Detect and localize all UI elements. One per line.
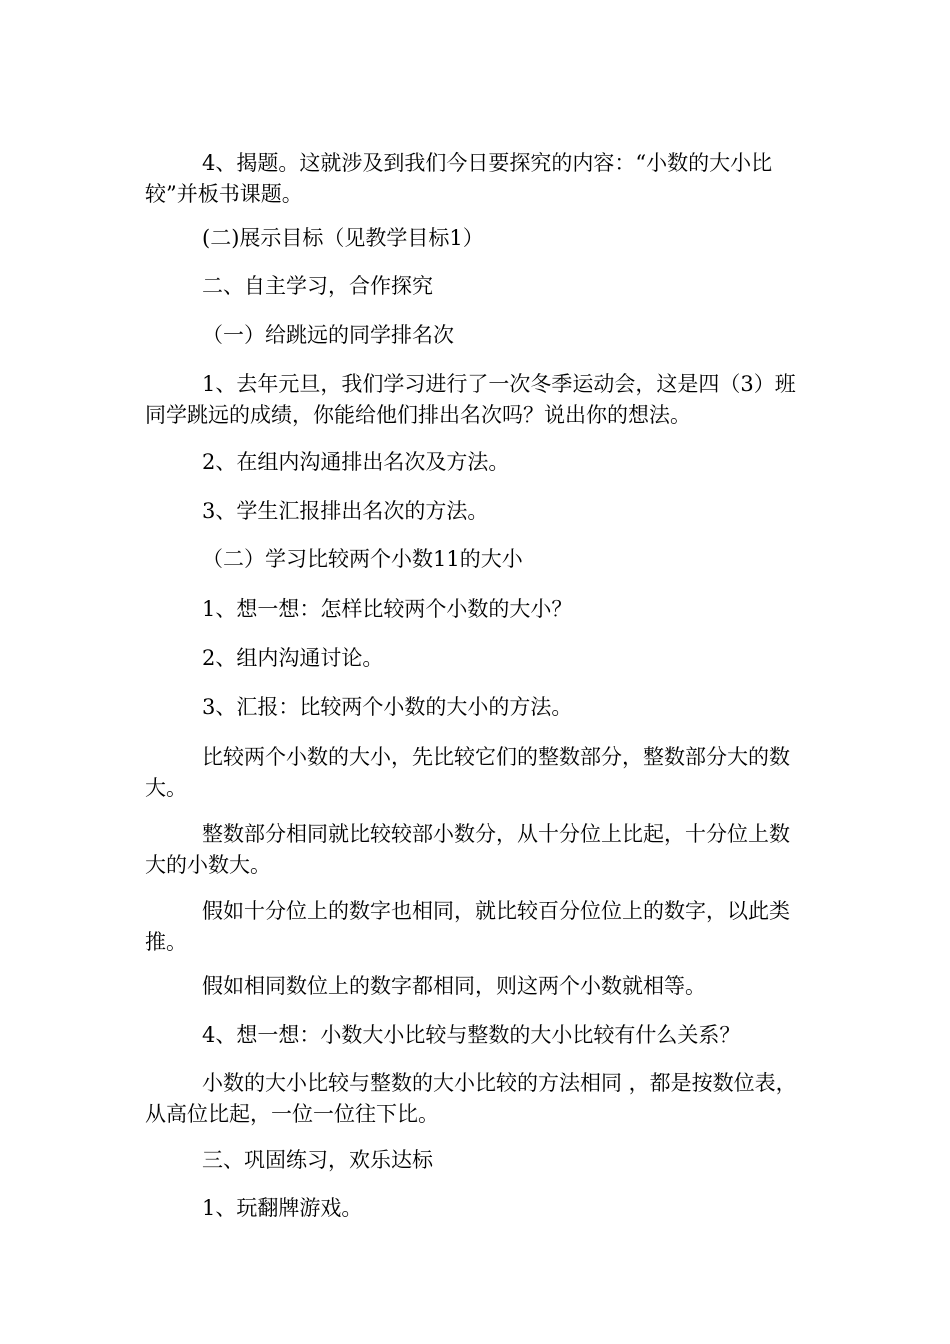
subheading-compare-decimals: （二）学习比较两个小数11的大小 — [202, 547, 523, 571]
heading-practice: 三、巩固练习，欢乐达标 — [202, 1148, 433, 1172]
heading-self-study: 二、自主学习，合作探究 — [202, 274, 433, 298]
paragraph-rule-tenths: 整数部分相同就比较较部小数分，从十分位上比起，十分位上数大的小数大。 — [145, 822, 790, 877]
paragraph-rule-hundredths: 假如十分位上的数字也相同，就比较百分位位上的数字，以此类推。 — [145, 899, 790, 954]
paragraph-winter-sports-meet: 1、去年元旦，我们学习进行了一次冬季运动会，这是四（3）班同学跳远的成绩，你能给他们排出名次吗？说出你的想法。 — [145, 372, 796, 427]
paragraph-card-game: 1、玩翻牌游戏。 — [202, 1196, 363, 1220]
paragraph-relation-answer: 小数的大小比较与整数的大小比较的方法相同 ，都是按数位表，从高位比起，一位一位往下比。 — [145, 1071, 797, 1126]
paragraph-show-goals: (二)展示目标（见教学目标1） — [202, 226, 484, 250]
paragraph-think-compare: 1、想一想：怎样比较两个小数的大小？ — [202, 597, 573, 621]
paragraph-student-report: 3、学生汇报排出名次的方法。 — [202, 499, 489, 523]
paragraph-reveal-topic: 4、揭题。这就涉及到我们今日要探究的内容：“小数的大小比较”并板书课题。 — [145, 151, 773, 206]
paragraph-think-relation: 4、想一想：小数大小比较与整数的大小比较有什么关系？ — [202, 1023, 741, 1047]
subheading-long-jump-ranking: （一）给跳远的同学排名次 — [202, 323, 454, 347]
paragraph-rule-equal: 假如相同数位上的数字都相同，则这两个小数就相等。 — [202, 974, 706, 998]
paragraph-group-discussion: 2、组内沟通讨论。 — [202, 646, 384, 670]
paragraph-rule-integer-part: 比较两个小数的大小，先比较它们的整数部分，整数部分大的数大。 — [145, 745, 790, 800]
paragraph-report-method: 3、汇报：比较两个小数的大小的方法。 — [202, 695, 573, 719]
paragraph-group-ranking: 2、在组内沟通排出名次及方法。 — [202, 450, 510, 474]
